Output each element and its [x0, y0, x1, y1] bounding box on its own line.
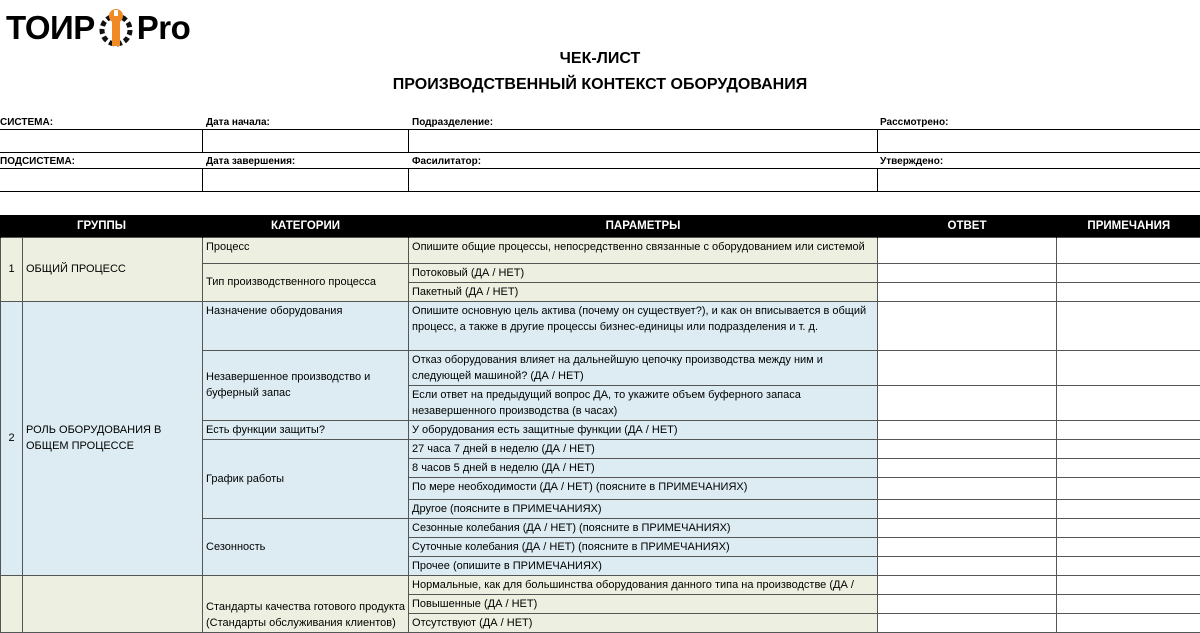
logo-text-left: ТОИР [6, 9, 95, 47]
notes-cell[interactable] [1057, 537, 1200, 556]
answer-cell[interactable] [878, 477, 1057, 499]
answer-cell[interactable] [878, 556, 1057, 575]
end-date-field[interactable] [202, 168, 409, 192]
notes-cell[interactable] [1057, 420, 1200, 439]
col-groups: ГРУППЫ [1, 215, 203, 237]
parameter: 8 часов 5 дней в неделю (ДА / НЕТ) [409, 458, 878, 477]
subsystem-field[interactable] [0, 168, 203, 192]
table-row [1, 237, 1200, 263]
gear-wrench-icon [99, 8, 133, 48]
answer-cell[interactable] [878, 439, 1057, 458]
answer-cell[interactable] [878, 575, 1057, 594]
parameter: Сезонные колебания (ДА / НЕТ) (поясните в ПРИМЕЧАНИЯХ) [409, 518, 878, 537]
notes-cell[interactable] [1057, 350, 1200, 385]
doc-subtitle: ПРОИЗВОДСТВЕННЫЙ КОНТЕКСТ ОБОРУДОВАНИЯ [0, 76, 1200, 94]
notes-cell[interactable] [1057, 282, 1200, 301]
answer-cell[interactable] [878, 237, 1057, 263]
col-answer: ОТВЕТ [878, 215, 1057, 237]
facilitator-label: Фасилитатор: [412, 156, 481, 167]
start-date-field[interactable] [202, 129, 409, 153]
group-number: 2 [1, 301, 23, 575]
notes-cell[interactable] [1057, 458, 1200, 477]
answer-cell[interactable] [878, 420, 1057, 439]
parameter: Опишите основную цель актива (почему он существует?), и как он вписывается в общий процесс, а также в другие процессы бизнес-единицы или подразделения и т. д. [409, 301, 878, 350]
notes-cell[interactable] [1057, 301, 1200, 350]
parameter: По мере необходимости (ДА / НЕТ) (поясните в ПРИМЕЧАНИЯХ) [409, 477, 878, 499]
answer-cell[interactable] [878, 537, 1057, 556]
approved-field[interactable] [877, 168, 1200, 192]
answer-cell[interactable] [878, 518, 1057, 537]
group-name [23, 575, 203, 632]
answer-cell[interactable] [878, 301, 1057, 350]
logo-text-right: Pro [137, 9, 191, 47]
notes-cell[interactable] [1057, 594, 1200, 613]
system-label: СИСТЕМА: [0, 117, 53, 128]
answer-cell[interactable] [878, 594, 1057, 613]
category: График работы [203, 439, 409, 518]
subsystem-label: ПОДСИСТЕМА: [0, 156, 75, 167]
notes-cell[interactable] [1057, 499, 1200, 518]
parameter: Повышенные (ДА / НЕТ) [409, 594, 878, 613]
division-label: Подразделение: [412, 117, 493, 128]
division-field[interactable] [408, 129, 878, 153]
system-field[interactable] [0, 129, 203, 153]
facilitator-field[interactable] [408, 168, 878, 192]
group-number: 1 [1, 237, 23, 301]
table-row [1, 301, 1200, 350]
parameter: Отказ оборудования влияет на дальнейшую цепочку производства между ним и следующей машиной? (ДА / НЕТ) [409, 350, 878, 385]
approved-label: Утверждено: [880, 156, 943, 167]
category: Сезонность [203, 518, 409, 575]
table-header [1, 215, 1200, 237]
col-notes: ПРИМЕЧАНИЯ [1057, 215, 1200, 237]
answer-cell[interactable] [878, 458, 1057, 477]
category: Процесс [203, 237, 409, 263]
reviewed-label: Рассмотрено: [880, 117, 948, 128]
checklist-table [0, 215, 1200, 633]
notes-cell[interactable] [1057, 439, 1200, 458]
notes-cell[interactable] [1057, 575, 1200, 594]
parameter: Суточные колебания (ДА / НЕТ) (поясните в ПРИМЕЧАНИЯХ) [409, 537, 878, 556]
group-name: РОЛЬ ОБОРУДОВАНИЯ В ОБЩЕМ ПРОЦЕССЕ [23, 301, 203, 575]
notes-cell[interactable] [1057, 518, 1200, 537]
parameter: Опишите общие процессы, непосредственно связанные с оборудованием или системой [409, 237, 878, 263]
category: Назначение оборудования [203, 301, 409, 350]
logo [6, 8, 190, 48]
parameter: Потоковый (ДА / НЕТ) [409, 263, 878, 282]
parameter: Прочее (опишите в ПРИМЕЧАНИЯХ) [409, 556, 878, 575]
notes-cell[interactable] [1057, 263, 1200, 282]
parameter: Если ответ на предыдущий вопрос ДА, то укажите объем буферного запаса незавершенного производства (в часах) [409, 385, 878, 420]
table-row [1, 575, 1200, 594]
notes-cell[interactable] [1057, 385, 1200, 420]
answer-cell[interactable] [878, 350, 1057, 385]
category: Незавершенное производство и буферный запас [203, 350, 409, 420]
answer-cell[interactable] [878, 499, 1057, 518]
category: Тип производственного процесса [203, 263, 409, 301]
group-number [1, 575, 23, 632]
notes-cell[interactable] [1057, 477, 1200, 499]
doc-title: ЧЕК-ЛИСТ [0, 50, 1200, 68]
reviewed-field[interactable] [877, 129, 1200, 153]
notes-cell[interactable] [1057, 237, 1200, 263]
parameter: Отсутствуют (ДА / НЕТ) [409, 613, 878, 632]
parameter: Другое (поясните в ПРИМЕЧАНИЯХ) [409, 499, 878, 518]
category: Есть функции защиты? [203, 420, 409, 439]
category: Стандарты качества готового продукта (Стандарты обслуживания клиентов) [203, 575, 409, 632]
parameter: Нормальные, как для большинства оборудования данного типа на производстве (ДА / [409, 575, 878, 594]
end-date-label: Дата завершения: [206, 156, 295, 167]
notes-cell[interactable] [1057, 556, 1200, 575]
parameter: Пакетный (ДА / НЕТ) [409, 282, 878, 301]
parameter: У оборудования есть защитные функции (ДА / НЕТ) [409, 420, 878, 439]
parameter: 27 часа 7 дней в неделю (ДА / НЕТ) [409, 439, 878, 458]
answer-cell[interactable] [878, 263, 1057, 282]
start-date-label: Дата начала: [206, 117, 270, 128]
notes-cell[interactable] [1057, 613, 1200, 632]
col-params: ПАРАМЕТРЫ [409, 215, 878, 237]
answer-cell[interactable] [878, 385, 1057, 420]
answer-cell[interactable] [878, 282, 1057, 301]
col-categories: КАТЕГОРИИ [203, 215, 409, 237]
group-name: ОБЩИЙ ПРОЦЕСС [23, 237, 203, 301]
answer-cell[interactable] [878, 613, 1057, 632]
